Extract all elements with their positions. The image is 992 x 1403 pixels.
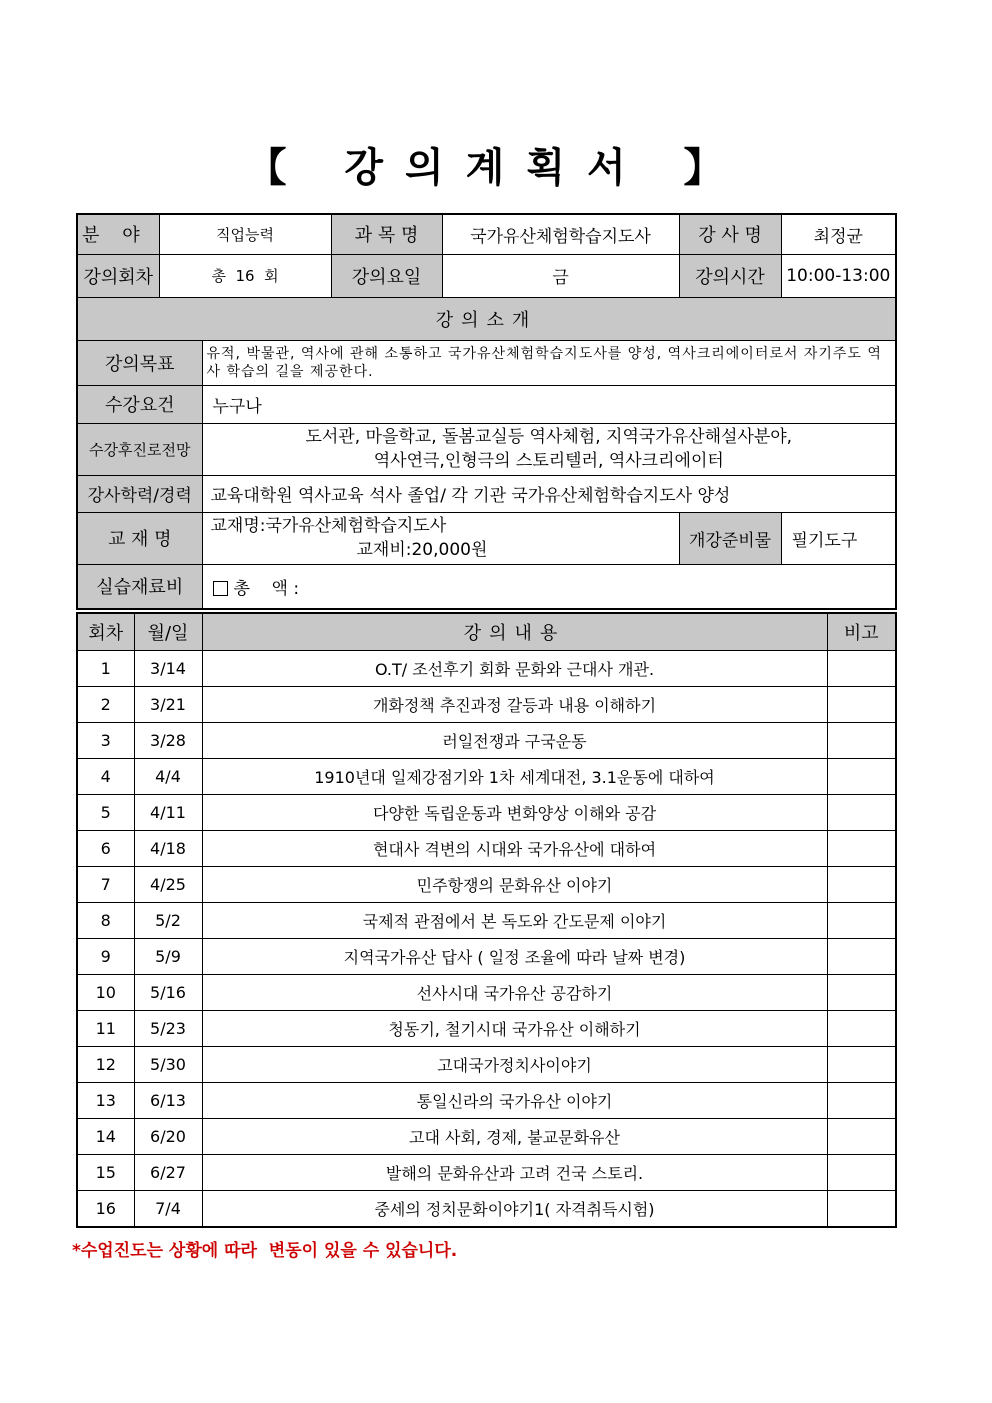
footnote: *수업진도는 상황에 따라 변동이 있을 수 있습니다. [72,1241,458,1261]
session-number: 8 [77,903,134,939]
session-content: 지역국가유산 답사 ( 일정 조율에 따라 날짜 변경) [202,939,827,975]
session-content: 국제적 관점에서 본 독도와 간도문제 이야기 [202,903,827,939]
session-date: 5/16 [134,975,202,1011]
schedule-row [77,1047,896,1083]
session-note [827,795,896,831]
session-note [827,687,896,723]
session-note [827,903,896,939]
schedule-row [77,651,896,687]
session-number: 15 [77,1155,134,1191]
schedule-row [77,1191,896,1228]
schedule-row [77,1083,896,1119]
header-date: 월/일 [134,613,202,651]
textbook-name: 교재명:국가유산체험학습지도사 [210,516,447,536]
background-label: 강사학력/경력 [77,475,202,512]
session-content: 선사시대 국가유산 공감하기 [202,975,827,1011]
instructor-value: 최정균 [781,214,896,254]
session-number: 5 [77,795,134,831]
time-label: 강의시간 [679,254,781,297]
schedule-body [77,651,896,1228]
session-content: 중세의 정치문화이야기1( 자격취득시험) [202,1191,827,1228]
session-number: 7 [77,867,134,903]
session-date: 3/21 [134,687,202,723]
session-number: 10 [77,975,134,1011]
session-number: 3 [77,723,134,759]
goal-value: 유적, 박물관, 역사에 관해 소통하고 국가유산체험학습지도사를 양성, 역사크리에이터로서 자기주도 역사 학습의 길을 제공한다. [202,340,896,385]
supplies-label: 개강준비물 [679,512,781,564]
requirement-label: 수강요건 [77,385,202,423]
career-line-2: 역사연극,인형극의 스토리텔러, 역사크리에이터 [373,451,724,471]
schedule-row [77,795,896,831]
day-value: 금 [442,254,679,297]
session-date: 4/11 [134,795,202,831]
schedule-row [77,975,896,1011]
supplies-value: 필기도구 [781,512,896,564]
material-fee-value [202,564,896,609]
session-note [827,1083,896,1119]
session-note [827,1191,896,1228]
material-fee-label: 실습재료비 [77,564,202,609]
session-date: 5/30 [134,1047,202,1083]
schedule-row [77,1119,896,1155]
session-number: 4 [77,759,134,795]
career-value [202,423,896,475]
sessions-value: 총 16 회 [159,254,331,297]
schedule-row [77,867,896,903]
session-content: 고대 사회, 경제, 불교문화유산 [202,1119,827,1155]
schedule-row [77,939,896,975]
schedule-row [77,759,896,795]
textbook-price: 교재비:20,000원 [356,540,488,560]
session-date: 5/2 [134,903,202,939]
session-number: 1 [77,651,134,687]
material-fee-text: 총 액 : [233,578,300,599]
instructor-label: 강 사 명 [679,214,781,254]
session-content: 1910년대 일제강점기와 1차 세계대전, 3.1운동에 대하여 [202,759,827,795]
subject-label: 과 목 명 [331,214,442,254]
session-content: 개화정책 추진과정 갈등과 내용 이해하기 [202,687,827,723]
schedule-table [76,612,897,1228]
session-content: 고대국가정치사이야기 [202,1047,827,1083]
field-label: 분 야 [77,214,159,254]
session-note [827,1011,896,1047]
session-date: 3/28 [134,723,202,759]
schedule-row [77,1155,896,1191]
page-title: 【 강의계획서 】 [246,145,746,191]
material-fee-checkbox[interactable] [213,581,228,596]
session-note [827,831,896,867]
session-note [827,651,896,687]
session-content: 발해의 문화유산과 고려 건국 스토리. [202,1155,827,1191]
session-content: 청동기, 철기시대 국가유산 이해하기 [202,1011,827,1047]
session-number: 13 [77,1083,134,1119]
session-date: 5/23 [134,1011,202,1047]
session-date: 3/14 [134,651,202,687]
course-info-table [76,213,897,610]
schedule-row [77,723,896,759]
career-label: 수강후진로전망 [77,423,202,475]
session-note [827,867,896,903]
session-content: O.T/ 조선후기 회화 문화와 근대사 개관. [202,651,827,687]
header-session: 회차 [77,613,134,651]
session-date: 4/18 [134,831,202,867]
session-number: 14 [77,1119,134,1155]
field-value: 직업능력 [159,214,331,254]
session-note [827,975,896,1011]
session-content: 러일전쟁과 구국운동 [202,723,827,759]
session-content: 다양한 독립운동과 변화양상 이해와 공감 [202,795,827,831]
session-date: 4/25 [134,867,202,903]
header-note: 비고 [827,613,896,651]
section-course-intro: 강의소개 [77,297,896,340]
session-note [827,723,896,759]
session-note [827,1119,896,1155]
session-note [827,1155,896,1191]
session-content: 통일신라의 국가유산 이야기 [202,1083,827,1119]
schedule-row [77,1011,896,1047]
schedule-row [77,831,896,867]
schedule-row [77,903,896,939]
schedule-row [77,687,896,723]
sessions-label: 강의회차 [77,254,159,297]
session-date: 5/9 [134,939,202,975]
session-note [827,1047,896,1083]
session-date: 6/27 [134,1155,202,1191]
career-line-1: 도서관, 마을학교, 돌봄교실등 역사체험, 지역국가유산해설사분야, [305,427,793,447]
requirement-value: 누구나 [202,385,896,423]
session-date: 6/20 [134,1119,202,1155]
textbook-label: 교 재 명 [77,512,202,564]
time-value: 10:00-13:00 [781,254,896,297]
session-note [827,759,896,795]
header-content: 강의내용 [202,613,827,651]
session-number: 2 [77,687,134,723]
day-label: 강의요일 [331,254,442,297]
textbook-value [202,512,679,564]
session-number: 9 [77,939,134,975]
session-date: 6/13 [134,1083,202,1119]
session-date: 7/4 [134,1191,202,1228]
subject-value: 국가유산체험학습지도사 [442,214,679,254]
session-number: 16 [77,1191,134,1228]
session-content: 민주항쟁의 문화유산 이야기 [202,867,827,903]
session-note [827,939,896,975]
session-date: 4/4 [134,759,202,795]
session-number: 12 [77,1047,134,1083]
session-number: 6 [77,831,134,867]
session-number: 11 [77,1011,134,1047]
background-value: 교육대학원 역사교육 석사 졸업/ 각 기관 국가유산체험학습지도사 양성 [202,475,896,512]
session-content: 현대사 격변의 시대와 국가유산에 대하여 [202,831,827,867]
goal-label: 강의목표 [77,340,202,385]
